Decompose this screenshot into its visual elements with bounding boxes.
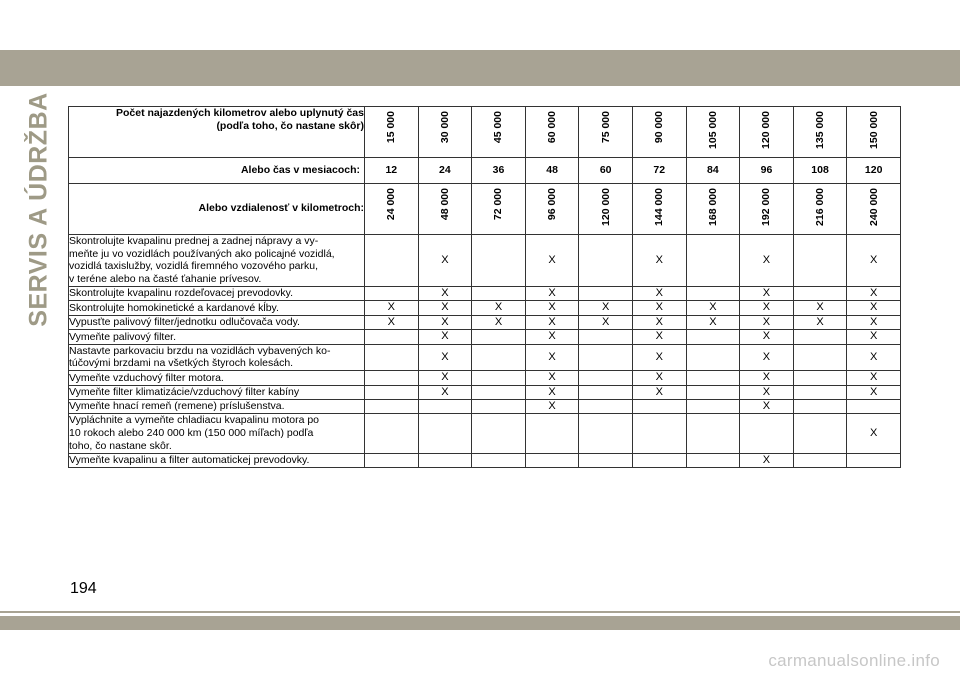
service-interval-mark bbox=[686, 453, 740, 467]
schedule-row bbox=[69, 330, 901, 344]
service-interval-mark: X bbox=[525, 330, 579, 344]
service-task-line: 10 rokoch alebo 240 000 km (150 000 míľach) podľa bbox=[69, 427, 314, 440]
service-interval-mark bbox=[365, 234, 419, 286]
service-interval-mark bbox=[472, 400, 526, 414]
service-interval-mark: X bbox=[847, 371, 901, 385]
service-interval-mark: X bbox=[525, 400, 579, 414]
km-interval-cell-text: 15 000 bbox=[385, 111, 398, 144]
service-interval-mark: X bbox=[847, 234, 901, 286]
service-interval-mark bbox=[686, 385, 740, 399]
service-interval-mark bbox=[365, 286, 419, 300]
service-interval-mark bbox=[686, 400, 740, 414]
distance-cell bbox=[793, 183, 847, 234]
service-interval-mark: X bbox=[847, 385, 901, 399]
service-task-line: Vypláchnite a vymeňte chladiacu kvapalinu motora po bbox=[69, 414, 320, 427]
km-header-label bbox=[69, 107, 365, 158]
service-interval-mark bbox=[472, 371, 526, 385]
service-interval-mark bbox=[793, 234, 847, 286]
service-interval-mark: X bbox=[418, 234, 472, 286]
service-interval-mark bbox=[365, 385, 419, 399]
service-interval-mark: X bbox=[632, 330, 686, 344]
service-interval-mark bbox=[472, 330, 526, 344]
distance-cell-text: 240 000 bbox=[867, 187, 880, 226]
distance-cell-text: 120 000 bbox=[599, 187, 612, 226]
service-task-description bbox=[69, 453, 365, 467]
service-interval-mark: X bbox=[525, 371, 579, 385]
months-row bbox=[69, 158, 901, 184]
service-interval-mark bbox=[525, 414, 579, 453]
service-interval-mark bbox=[472, 234, 526, 286]
service-interval-mark bbox=[686, 344, 740, 371]
service-interval-mark: X bbox=[632, 286, 686, 300]
service-interval-mark: X bbox=[472, 315, 526, 329]
km-interval-cell-text: 45 000 bbox=[492, 111, 505, 144]
distance-cell-text: 48 000 bbox=[438, 187, 451, 220]
service-task-line: v teréne alebo na časté ťahanie prívesov. bbox=[69, 273, 262, 286]
distance-cell bbox=[472, 183, 526, 234]
km-interval-cell-text: 30 000 bbox=[438, 111, 451, 144]
distance-cell bbox=[579, 183, 633, 234]
km-interval-cell-text: 105 000 bbox=[706, 111, 719, 149]
schedule-row bbox=[69, 301, 901, 315]
service-interval-mark: X bbox=[418, 301, 472, 315]
service-interval-mark bbox=[579, 286, 633, 300]
top-band bbox=[0, 50, 960, 86]
service-interval-mark bbox=[579, 400, 633, 414]
km-interval-cell-text: 135 000 bbox=[814, 111, 827, 149]
km-interval-cell bbox=[686, 107, 740, 158]
service-interval-mark: X bbox=[525, 286, 579, 300]
service-interval-mark: X bbox=[632, 301, 686, 315]
service-interval-mark: X bbox=[632, 385, 686, 399]
service-interval-mark: X bbox=[793, 301, 847, 315]
service-task-description bbox=[69, 234, 365, 286]
service-interval-mark: X bbox=[847, 414, 901, 453]
service-interval-mark: X bbox=[579, 301, 633, 315]
section-title-text: SERVIS A ÚDRŽBA bbox=[24, 91, 53, 327]
months-cell: 48 bbox=[525, 158, 579, 184]
km-interval-cell-text: 75 000 bbox=[599, 111, 612, 144]
service-interval-mark: X bbox=[418, 344, 472, 371]
distance-cell bbox=[686, 183, 740, 234]
distance-cell-text: 168 000 bbox=[706, 187, 719, 226]
service-task-description bbox=[69, 315, 365, 329]
service-task-line: Skontrolujte kvapalinu rozdeľovacej prevodovky. bbox=[69, 287, 294, 300]
months-cell: 108 bbox=[793, 158, 847, 184]
service-interval-mark bbox=[472, 286, 526, 300]
service-interval-mark: X bbox=[525, 315, 579, 329]
km-header-label-line2: (podľa toho, čo nastane skôr) bbox=[216, 119, 364, 132]
km-interval-cell bbox=[847, 107, 901, 158]
service-interval-mark bbox=[579, 330, 633, 344]
schedule-row bbox=[69, 371, 901, 385]
service-task-line: vozidlá taxislužby, vozidlá firemného vozového parku, bbox=[69, 260, 319, 273]
watermark: carmanualsonline.info bbox=[768, 651, 940, 670]
km-interval-cell-text: 90 000 bbox=[653, 111, 666, 144]
service-interval-mark: X bbox=[740, 453, 794, 467]
service-task-description bbox=[69, 286, 365, 300]
months-cell: 60 bbox=[579, 158, 633, 184]
service-task-line: Skontrolujte kvapalinu prednej a zadnej nápravy a vy- bbox=[69, 234, 319, 247]
service-interval-mark: X bbox=[418, 371, 472, 385]
service-interval-mark: X bbox=[847, 286, 901, 300]
service-interval-mark bbox=[365, 330, 419, 344]
service-interval-mark bbox=[632, 400, 686, 414]
service-interval-mark: X bbox=[740, 385, 794, 399]
schedule-row bbox=[69, 414, 901, 453]
section-title bbox=[22, 91, 56, 327]
months-cell: 36 bbox=[472, 158, 526, 184]
service-task-description bbox=[69, 400, 365, 414]
service-interval-mark: X bbox=[525, 234, 579, 286]
service-interval-mark bbox=[847, 453, 901, 467]
service-interval-mark: X bbox=[579, 315, 633, 329]
months-cell: 84 bbox=[686, 158, 740, 184]
service-interval-mark: X bbox=[686, 315, 740, 329]
service-interval-mark bbox=[579, 385, 633, 399]
service-interval-mark: X bbox=[365, 315, 419, 329]
distance-cell-text: 192 000 bbox=[760, 187, 773, 226]
schedule-row bbox=[69, 344, 901, 371]
service-interval-mark bbox=[793, 371, 847, 385]
service-interval-mark: X bbox=[418, 286, 472, 300]
distance-cell-text: 96 000 bbox=[546, 187, 559, 220]
service-task-line: túčovými brzdami na všetkých štyroch kolesách. bbox=[69, 357, 294, 370]
distance-cell bbox=[525, 183, 579, 234]
km-interval-cell bbox=[525, 107, 579, 158]
service-interval-mark bbox=[472, 414, 526, 453]
service-interval-mark bbox=[686, 234, 740, 286]
maintenance-schedule-table bbox=[68, 106, 901, 468]
service-interval-mark: X bbox=[686, 301, 740, 315]
page-number: 194 bbox=[70, 580, 97, 597]
km-interval-cell bbox=[418, 107, 472, 158]
km-header-label-line1: Počet najazdených kilometrov alebo uplynutý čas bbox=[116, 107, 364, 119]
service-interval-mark bbox=[365, 453, 419, 467]
bottom-rule bbox=[0, 611, 960, 613]
distance-cell bbox=[740, 183, 794, 234]
service-interval-mark: X bbox=[740, 330, 794, 344]
km-interval-cell bbox=[365, 107, 419, 158]
service-interval-mark bbox=[847, 400, 901, 414]
schedule-row bbox=[69, 385, 901, 399]
service-interval-mark bbox=[793, 385, 847, 399]
service-task-line: Vypusťte palivový filter/jednotku odlučovača vody. bbox=[69, 316, 300, 329]
service-interval-mark bbox=[418, 400, 472, 414]
service-task-description bbox=[69, 344, 365, 371]
service-interval-mark: X bbox=[740, 400, 794, 414]
service-task-line: Vymeňte filter klimatizácie/vzduchový filter kabíny bbox=[69, 385, 300, 398]
service-interval-mark bbox=[686, 371, 740, 385]
km-interval-cell-text: 60 000 bbox=[546, 111, 559, 144]
service-task-line: Vymeňte kvapalinu a filter automatickej prevodovky. bbox=[69, 454, 310, 467]
distance-cell bbox=[632, 183, 686, 234]
km-interval-cell-text: 120 000 bbox=[760, 111, 773, 149]
service-interval-mark bbox=[793, 286, 847, 300]
service-task-line: toho, čo nastane skôr. bbox=[69, 440, 172, 453]
service-interval-mark bbox=[579, 453, 633, 467]
service-interval-mark: X bbox=[632, 371, 686, 385]
service-interval-mark bbox=[793, 453, 847, 467]
service-interval-mark: X bbox=[740, 344, 794, 371]
service-interval-mark bbox=[579, 371, 633, 385]
service-interval-mark: X bbox=[847, 315, 901, 329]
service-task-line: Vymeňte palivový filter. bbox=[69, 330, 176, 343]
service-interval-mark: X bbox=[632, 344, 686, 371]
schedule-row bbox=[69, 234, 901, 286]
service-interval-mark: X bbox=[525, 385, 579, 399]
service-interval-mark bbox=[579, 344, 633, 371]
distance-label: Alebo vzdialenosť v kilometroch: bbox=[69, 183, 365, 234]
service-interval-mark: X bbox=[418, 315, 472, 329]
months-label: Alebo čas v mesiacoch: bbox=[69, 158, 365, 184]
km-interval-cell bbox=[793, 107, 847, 158]
service-interval-mark bbox=[740, 414, 794, 453]
schedule-row bbox=[69, 453, 901, 467]
service-interval-mark bbox=[793, 414, 847, 453]
service-interval-mark bbox=[686, 286, 740, 300]
km-interval-cell bbox=[472, 107, 526, 158]
service-interval-mark bbox=[793, 344, 847, 371]
distance-cell bbox=[847, 183, 901, 234]
distance-cell-text: 24 000 bbox=[385, 187, 398, 220]
service-interval-mark bbox=[472, 344, 526, 371]
service-interval-mark bbox=[365, 371, 419, 385]
service-interval-mark: X bbox=[793, 315, 847, 329]
service-task-line: Nastavte parkovaciu brzdu na vozidlách vybavených ko- bbox=[69, 344, 331, 357]
km-header-row bbox=[69, 107, 901, 158]
distance-row bbox=[69, 183, 901, 234]
service-task-description bbox=[69, 414, 365, 453]
months-cell: 96 bbox=[740, 158, 794, 184]
service-interval-mark bbox=[579, 414, 633, 453]
service-interval-mark bbox=[365, 400, 419, 414]
service-interval-mark: X bbox=[632, 234, 686, 286]
service-task-line: Vymeňte hnací remeň (remene) príslušenstva. bbox=[69, 400, 285, 413]
service-interval-mark bbox=[418, 453, 472, 467]
service-interval-mark bbox=[793, 400, 847, 414]
months-cell: 24 bbox=[418, 158, 472, 184]
service-interval-mark: X bbox=[418, 330, 472, 344]
service-interval-mark bbox=[793, 330, 847, 344]
bottom-band bbox=[0, 616, 960, 630]
distance-cell bbox=[365, 183, 419, 234]
service-task-line: Vymeňte vzduchový filter motora. bbox=[69, 371, 224, 384]
schedule-row bbox=[69, 286, 901, 300]
distance-cell-text: 72 000 bbox=[492, 187, 505, 220]
service-interval-mark: X bbox=[632, 315, 686, 329]
service-interval-mark: X bbox=[847, 344, 901, 371]
km-interval-cell bbox=[579, 107, 633, 158]
schedule-row bbox=[69, 400, 901, 414]
service-interval-mark bbox=[632, 453, 686, 467]
service-task-line: Skontrolujte homokinetické a kardanové kĺby. bbox=[69, 301, 279, 314]
service-interval-mark bbox=[525, 453, 579, 467]
service-interval-mark: X bbox=[418, 385, 472, 399]
service-interval-mark bbox=[686, 330, 740, 344]
service-interval-mark bbox=[579, 234, 633, 286]
service-interval-mark: X bbox=[525, 301, 579, 315]
service-interval-mark: X bbox=[365, 301, 419, 315]
service-task-description bbox=[69, 301, 365, 315]
km-interval-cell bbox=[740, 107, 794, 158]
schedule-row bbox=[69, 315, 901, 329]
distance-cell-text: 144 000 bbox=[653, 187, 666, 226]
service-interval-mark: X bbox=[740, 301, 794, 315]
service-interval-mark: X bbox=[847, 330, 901, 344]
service-interval-mark bbox=[472, 385, 526, 399]
service-interval-mark: X bbox=[847, 301, 901, 315]
service-interval-mark: X bbox=[472, 301, 526, 315]
service-interval-mark: X bbox=[740, 234, 794, 286]
service-task-description bbox=[69, 385, 365, 399]
service-task-description bbox=[69, 330, 365, 344]
service-interval-mark bbox=[365, 344, 419, 371]
km-interval-cell-text: 150 000 bbox=[867, 111, 880, 149]
months-cell: 12 bbox=[365, 158, 419, 184]
service-interval-mark bbox=[632, 414, 686, 453]
service-task-description bbox=[69, 371, 365, 385]
months-cell: 120 bbox=[847, 158, 901, 184]
service-interval-mark bbox=[472, 453, 526, 467]
km-interval-cell bbox=[632, 107, 686, 158]
service-interval-mark bbox=[686, 414, 740, 453]
service-interval-mark bbox=[365, 414, 419, 453]
service-task-line: meňte ju vo vozidlách používaných ako policajné vozidlá, bbox=[69, 247, 335, 260]
distance-cell bbox=[418, 183, 472, 234]
service-interval-mark: X bbox=[740, 315, 794, 329]
service-interval-mark: X bbox=[740, 371, 794, 385]
distance-cell-text: 216 000 bbox=[814, 187, 827, 226]
service-interval-mark: X bbox=[740, 286, 794, 300]
service-interval-mark bbox=[418, 414, 472, 453]
service-interval-mark: X bbox=[525, 344, 579, 371]
months-cell: 72 bbox=[632, 158, 686, 184]
